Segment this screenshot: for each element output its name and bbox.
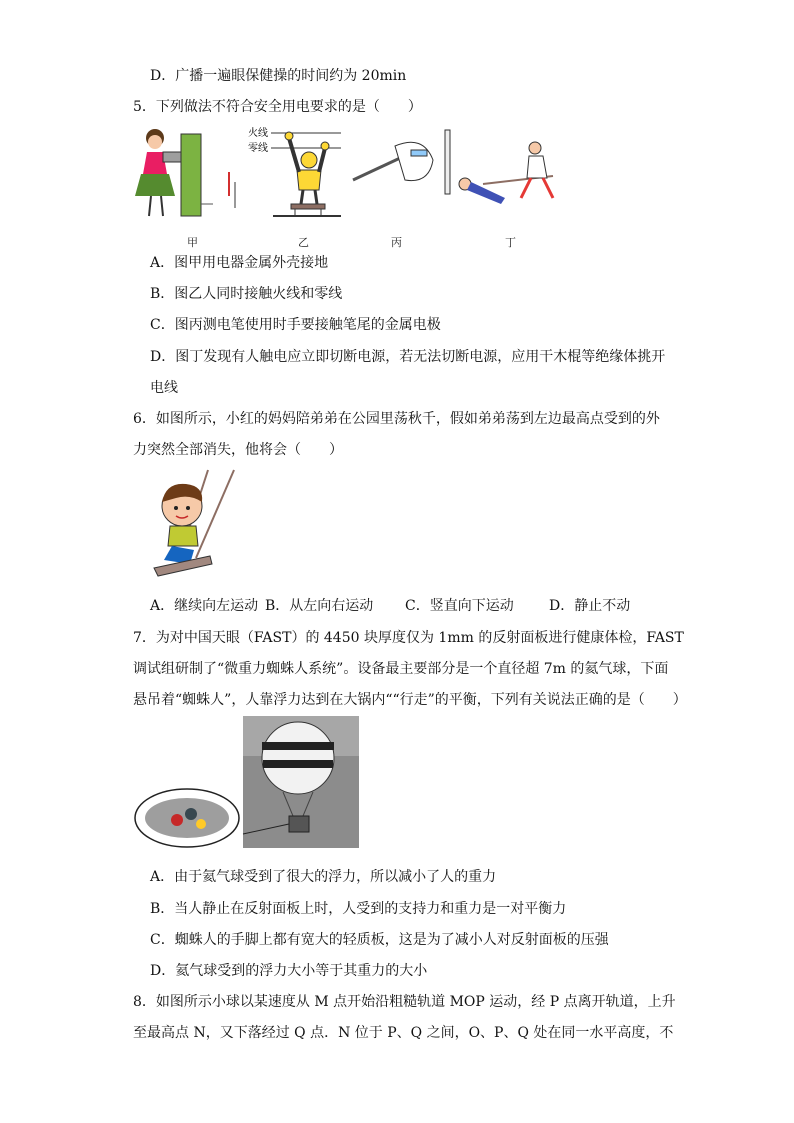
q7-option-b: B．当人静止在反射面板上时，人受到的支持力和重力是一对平衡力 xyxy=(150,901,567,917)
q5-option-d-line2: 电线 xyxy=(150,380,178,396)
q5-option-a: A．图甲用电器金属外壳接地 xyxy=(150,255,329,271)
q6-swing-figure xyxy=(150,468,240,580)
q5-figure xyxy=(133,124,573,220)
q7-option-c: C．蜘蛛人的手脚上都有宽大的轻质板，这是为了减小人对反射面板的压强 xyxy=(150,932,609,948)
caption-jia: 甲 xyxy=(187,236,198,249)
q6-option-a: A．继续向左运动 xyxy=(150,598,259,614)
caption-bing: 丙 xyxy=(391,236,402,249)
q7-option-a: A．由于氦气球受到了很大的浮力，所以减小了人的重力 xyxy=(150,869,497,885)
q7-balloon-figure xyxy=(133,716,359,850)
q5-option-c: C．图丙测电笔使用时手要接触笔尾的金属电极 xyxy=(150,317,441,333)
figure-yi-person-wires xyxy=(248,126,341,216)
q6-option-b: B．从左向右运动 xyxy=(265,598,374,614)
live-wire-label: 火线 xyxy=(248,128,268,139)
caption-ding: 丁 xyxy=(505,236,516,249)
q7-stem-line3: 悬吊着“蜘蛛人”，人靠浮力达到在大锅内““行走”的平衡，下列有关说法正确的是（ ） xyxy=(133,692,687,708)
figure-jia-girl-appliance xyxy=(135,129,235,216)
q5-option-d-line1: D．图丁发现有人触电应立即切断电源，若无法切断电源，应用干木棍等绝缘体挑开 xyxy=(150,349,666,365)
q7-option-d: D．氦气球受到的浮力大小等于其重力的大小 xyxy=(150,963,428,979)
figure-bing-test-pen xyxy=(353,142,433,180)
q6-stem-line1: 6．如图所示，小红的妈妈陪弟弟在公园里荡秋千，假如弟弟荡到左边最高点受到的外 xyxy=(133,411,660,427)
q8-stem-line1: 8．如图所示小球以某速度从 M 点开始沿粗糙轨道 MOP 运动，经 P 点离开轨道，上升 xyxy=(133,994,676,1010)
figure-ding-rescue xyxy=(445,130,553,204)
q7-stem-line1: 7．为对中国天眼（FAST）的 4450 块厚度仅为 1mm 的反射面板进行健康体检，FAST xyxy=(133,630,684,646)
neutral-wire-label: 零线 xyxy=(248,143,268,154)
q7-stem-line2: 调试组研制了“微重力蜘蛛人系统”。设备最主要部分是一个直径超 7m 的氦气球，下面 xyxy=(133,661,669,677)
q4-option-d: D．广播一遍眼保健操的时间约为 20min xyxy=(150,68,407,84)
caption-yi: 乙 xyxy=(298,236,309,249)
q6-stem-line2: 力突然全部消失，他将会（ ） xyxy=(133,442,343,458)
q8-stem-line2: 至最高点 N，又下落经过 Q 点．N 位于 P、Q 之间，O、P、Q 处在同一水平高度，不 xyxy=(133,1025,674,1041)
q6-option-c: C．竖直向下运动 xyxy=(405,598,514,614)
q5-stem: 5．下列做法不符合安全用电要求的是（ ） xyxy=(133,99,422,115)
q6-option-d: D．静止不动 xyxy=(549,598,631,614)
q5-option-b: B．图乙人同时接触火线和零线 xyxy=(150,286,343,302)
